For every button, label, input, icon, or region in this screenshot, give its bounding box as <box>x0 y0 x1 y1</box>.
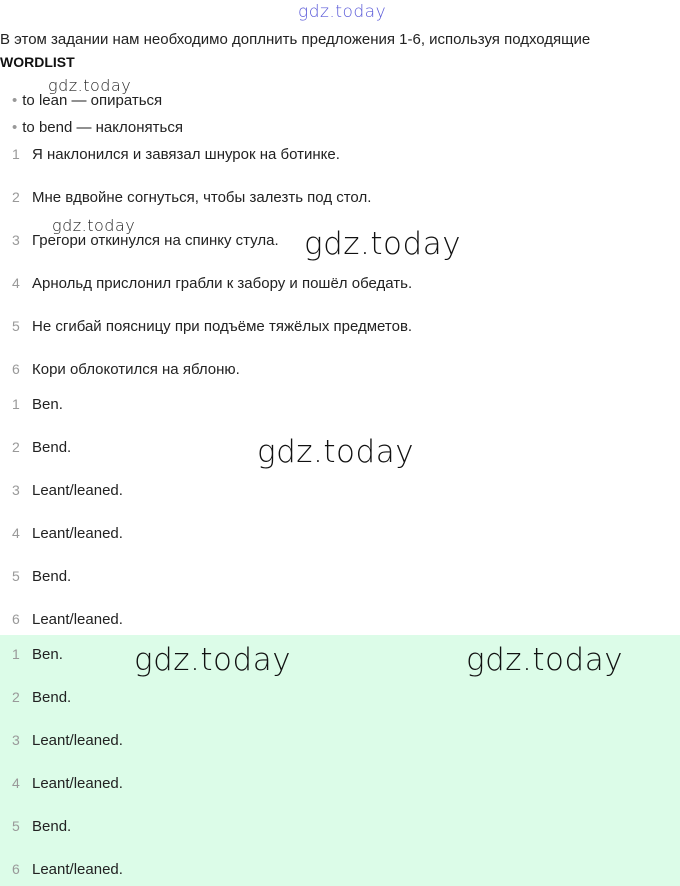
item-number: 1 <box>12 646 20 662</box>
wordlist-title: WORDLIST <box>0 54 75 70</box>
sentence-text: Я наклонился и завязал шнурок на ботинке. <box>32 146 340 163</box>
bullet-icon: • <box>12 119 18 136</box>
answer-text: Bend. <box>32 439 72 456</box>
wordlist-item-text: to lean — опираться <box>22 92 163 109</box>
watermark-large: gdz.today <box>304 226 462 262</box>
answer-text: Leant/leaned. <box>32 775 123 792</box>
answer-text: Leant/leaned. <box>32 861 123 878</box>
bullet-icon: • <box>12 92 18 109</box>
wordlist-item <box>12 119 183 136</box>
item-number: 3 <box>12 482 20 498</box>
answer-text: Leant/leaned. <box>32 611 123 628</box>
item-number: 6 <box>12 861 20 877</box>
item-number: 2 <box>12 689 20 705</box>
answer-text: Bend. <box>32 689 72 706</box>
answer-text: Ben. <box>32 646 63 663</box>
item-number: 5 <box>12 318 20 334</box>
answer-text: Leant/leaned. <box>32 525 123 542</box>
wordlist-item-text: to bend — наклоняться <box>22 119 183 136</box>
item-number: 4 <box>12 775 20 791</box>
watermark-large: gdz.today <box>257 434 415 470</box>
sentence-text: Мне вдвойне согнуться, чтобы залезть под стол. <box>32 189 372 206</box>
item-number: 2 <box>12 189 20 205</box>
answer-text: Ben. <box>32 396 63 413</box>
watermark-large: gdz.today <box>466 642 624 678</box>
item-number: 1 <box>12 396 20 412</box>
answer-text: Bend. <box>32 818 72 835</box>
watermark-small: gdz.today <box>48 76 132 95</box>
item-number: 4 <box>12 275 20 291</box>
answer-text: Leant/leaned. <box>32 482 123 499</box>
watermark-large: gdz.today <box>134 642 292 678</box>
watermark-top: gdz.today <box>298 2 387 22</box>
item-number: 1 <box>12 146 20 162</box>
item-number: 6 <box>12 611 20 627</box>
item-number: 3 <box>12 232 20 248</box>
answer-text: Bend. <box>32 568 72 585</box>
task-intro: В этом задании нам необходимо доплнить предложения 1-6, используя подходящие <box>0 31 591 48</box>
item-number: 5 <box>12 568 20 584</box>
item-number: 2 <box>12 439 20 455</box>
item-number: 6 <box>12 361 20 377</box>
sentence-text: Кори облокотился на яблоню. <box>32 361 240 378</box>
sentence-text: Арнольд прислонил грабли к забору и пошёл обедать. <box>32 275 413 292</box>
item-number: 5 <box>12 818 20 834</box>
answer-text: Leant/leaned. <box>32 732 123 749</box>
sentence-text: Не сгибай поясницу при подъёме тяжёлых предметов. <box>32 318 413 335</box>
sentence-text: Грегори откинулся на спинку стула. <box>32 232 279 249</box>
item-number: 3 <box>12 732 20 748</box>
watermark-small: gdz.today <box>52 216 136 235</box>
item-number: 4 <box>12 525 20 541</box>
